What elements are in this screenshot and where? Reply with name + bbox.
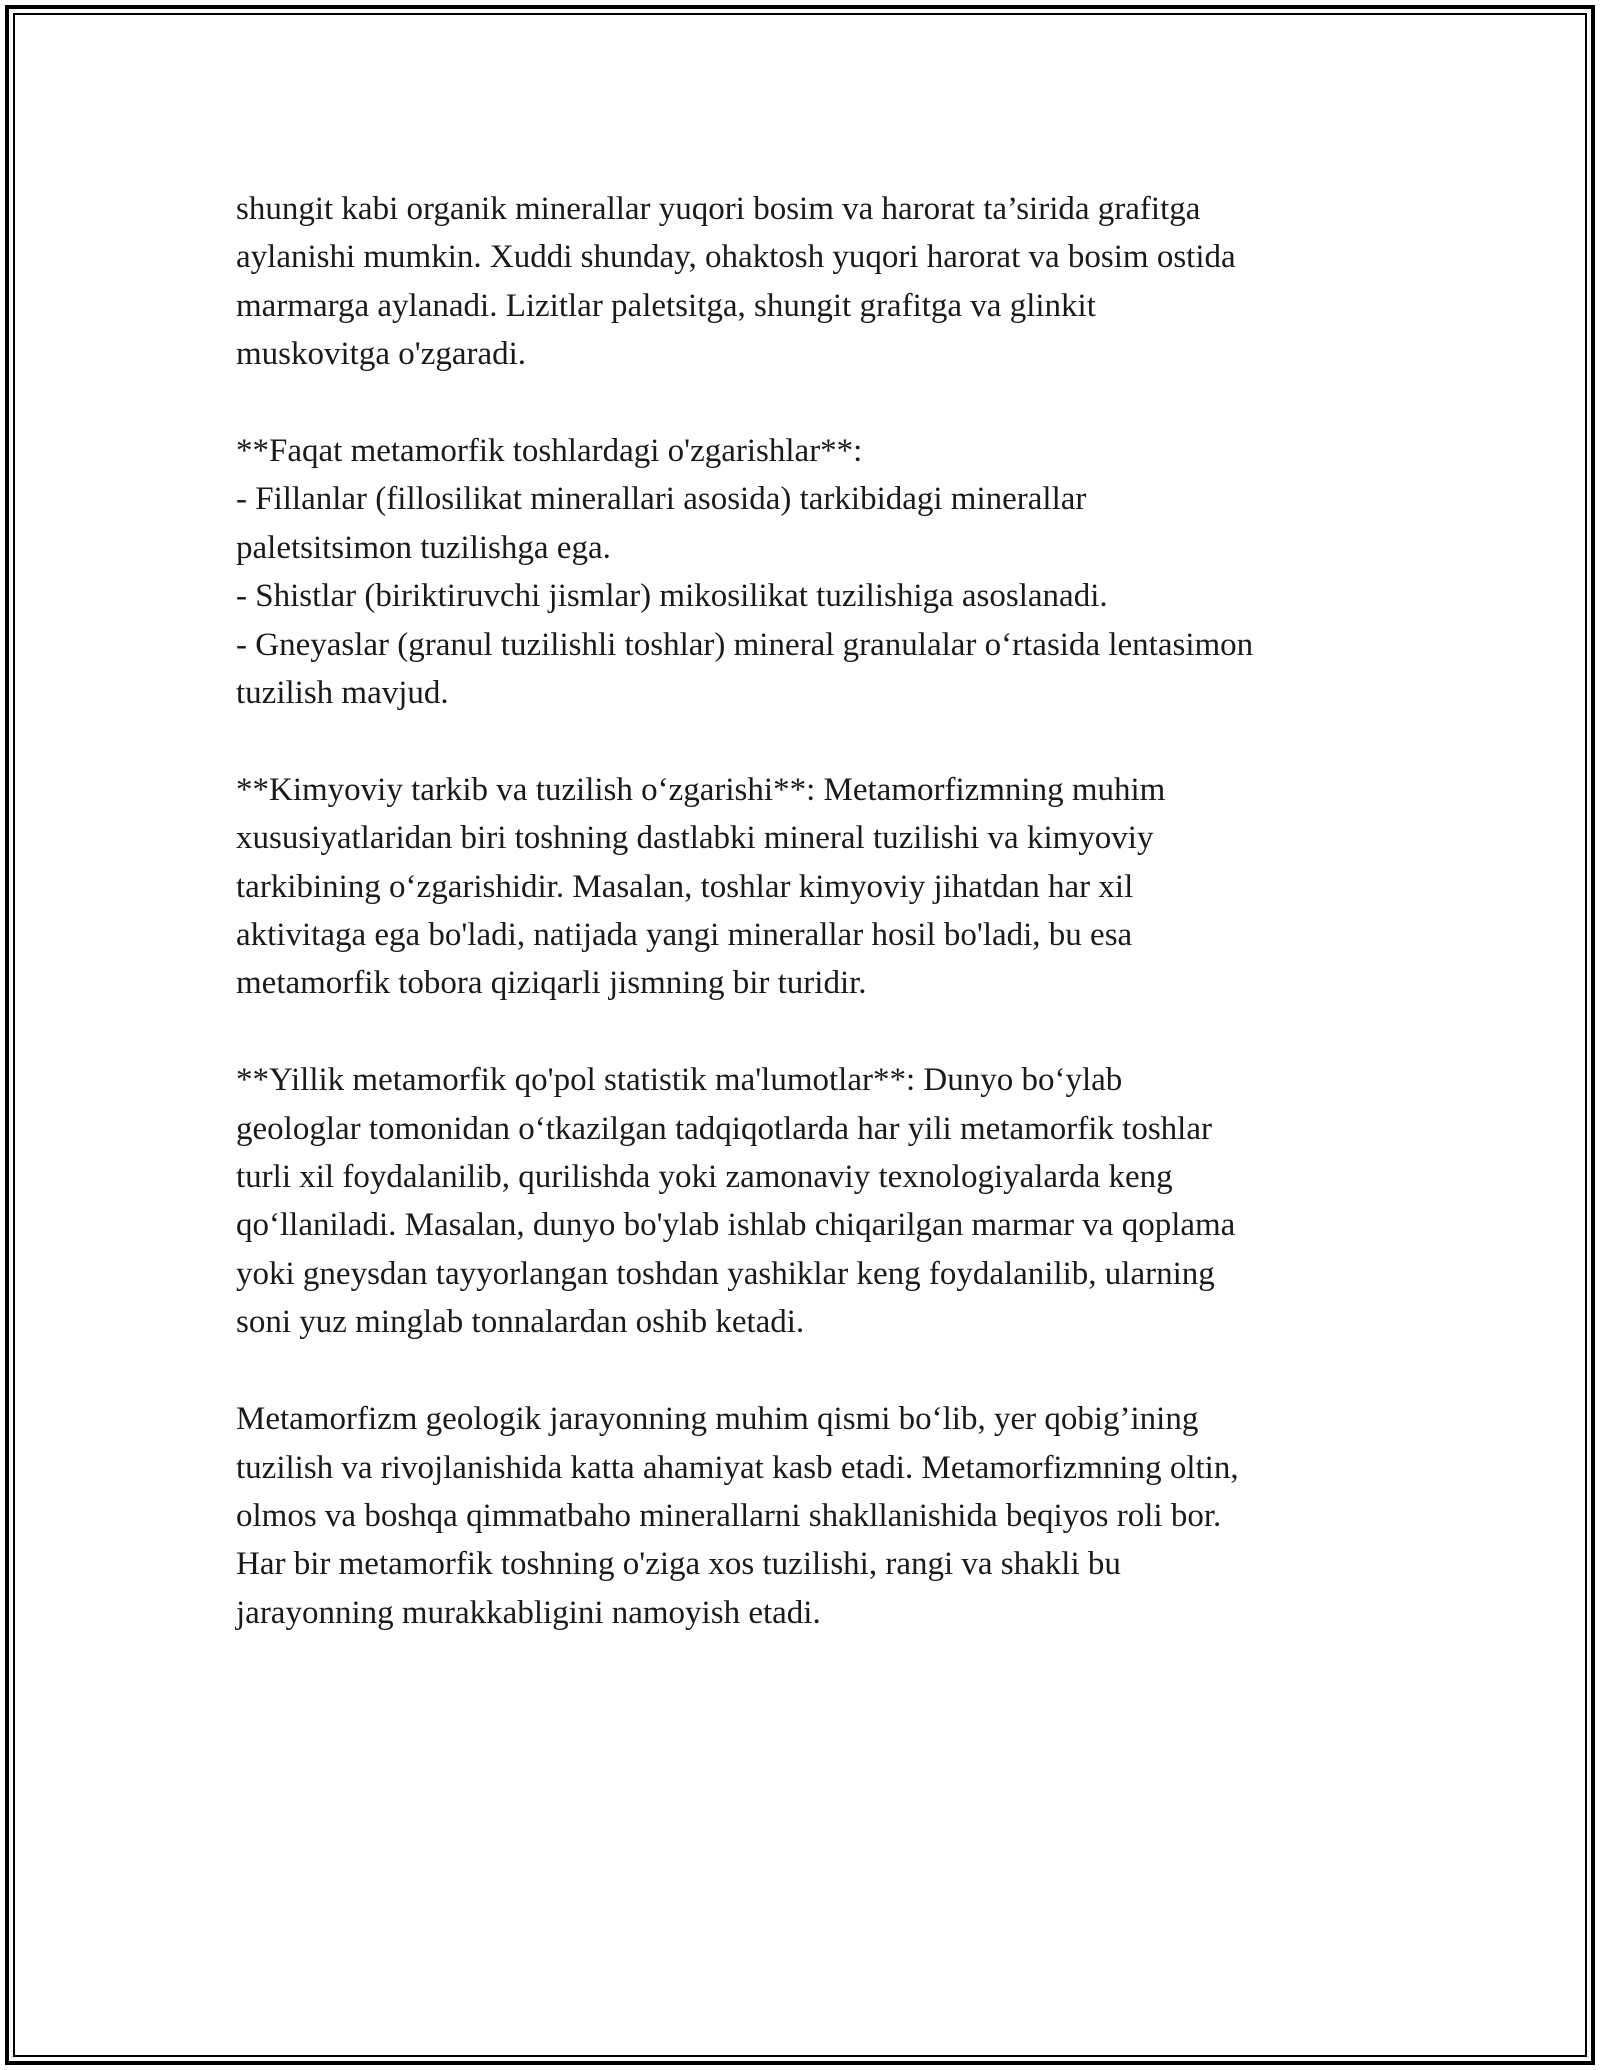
- text-line: qo‘llaniladi. Masalan, dunyo bo'ylab ishlab chiqarilgan marmar va qoplama: [236, 1207, 1236, 1244]
- text-line: soni yuz minglab tonnalardan oshib ketadi.: [236, 1304, 805, 1341]
- text-line: olmos va boshqa qimmatbaho minerallarni shakllanishida beqiyos roli bor.: [236, 1497, 1222, 1534]
- text-line: tuzilish va rivojlanishida katta ahamiyat kasb etadi. Metamorfizmning oltin,: [236, 1449, 1239, 1486]
- text-line: turli xil foydalanilib, qurilishda yoki zamonaviy texnologiyalarda keng: [236, 1159, 1173, 1196]
- text-line: jarayonning murakkabligini namoyish etadi.: [236, 1594, 821, 1631]
- text-line: marmarga aylanadi. Lizitlar paletsitga, shungit grafitga va glinkit: [236, 287, 1096, 324]
- text-line: geologlar tomonidan o‘tkazilgan tadqiqotlarda har yili metamorfik toshlar: [236, 1110, 1212, 1147]
- text-line: **Kimyoviy tarkib va tuzilish o‘zgarishi**: Metamorfizmning muhim: [236, 771, 1166, 808]
- paragraph-intro: [236, 185, 1376, 379]
- list-item-line: - Fillanlar (fillosilikat minerallari asosida) tarkibidagi minerallar: [236, 481, 1087, 518]
- text-line: metamorfik tobora qiziqarli jismning bir turidir.: [236, 965, 867, 1002]
- paragraph-chemical-composition: [236, 766, 1376, 1008]
- paragraph-annual-statistics: [236, 1056, 1376, 1346]
- section-heading-line: **Faqat metamorfik toshlardagi o'zgarishlar**:: [236, 433, 863, 470]
- text-line: tarkibining o‘zgarishidir. Masalan, toshlar kimyoviy jihatdan har xil: [236, 868, 1134, 905]
- text-line: **Yillik metamorfik qo'pol statistik ma'lumotlar**: Dunyo bo‘ylab: [236, 1062, 1123, 1099]
- list-item-line: tuzilish mavjud.: [236, 675, 449, 712]
- document-body: [236, 185, 1376, 1686]
- text-line: aktivitaga ega bo'ladi, natijada yangi minerallar hosil bo'ladi, bu esa: [236, 917, 1133, 954]
- list-item-line: - Gneyaslar (granul tuzilishli toshlar) mineral granulalar o‘rtasida lentasimon: [236, 626, 1254, 663]
- list-item-line: - Shistlar (biriktiruvchi jismlar) mikosilikat tuzilishiga asoslanadi.: [236, 578, 1108, 615]
- text-line: yoki gneysdan tayyorlangan toshdan yashiklar keng foydalanilib, ularning: [236, 1255, 1215, 1292]
- text-line: shungit kabi organik minerallar yuqori bosim va harorat ta’sirida grafitga: [236, 191, 1201, 227]
- text-line: xususiyatlaridan biri toshning dastlabki mineral tuzilishi va kimyoviy: [236, 820, 1154, 857]
- text-line: aylanishi mumkin. Xuddi shunday, ohaktosh yuqori harorat va bosim ostida: [236, 239, 1236, 276]
- list-item-line: paletsitsimon tuzilishga ega.: [236, 529, 611, 566]
- text-line: muskovitga o'zgaradi.: [236, 336, 527, 373]
- text-line: Metamorfizm geologik jarayonning muhim qismi bo‘lib, yer qobig’ining: [236, 1401, 1199, 1438]
- text-line: Har bir metamorfik toshning o'ziga xos tuzilishi, rangi va shakli bu: [236, 1546, 1121, 1583]
- paragraph-metamorphic-changes: [236, 427, 1376, 717]
- paragraph-conclusion: [236, 1395, 1376, 1637]
